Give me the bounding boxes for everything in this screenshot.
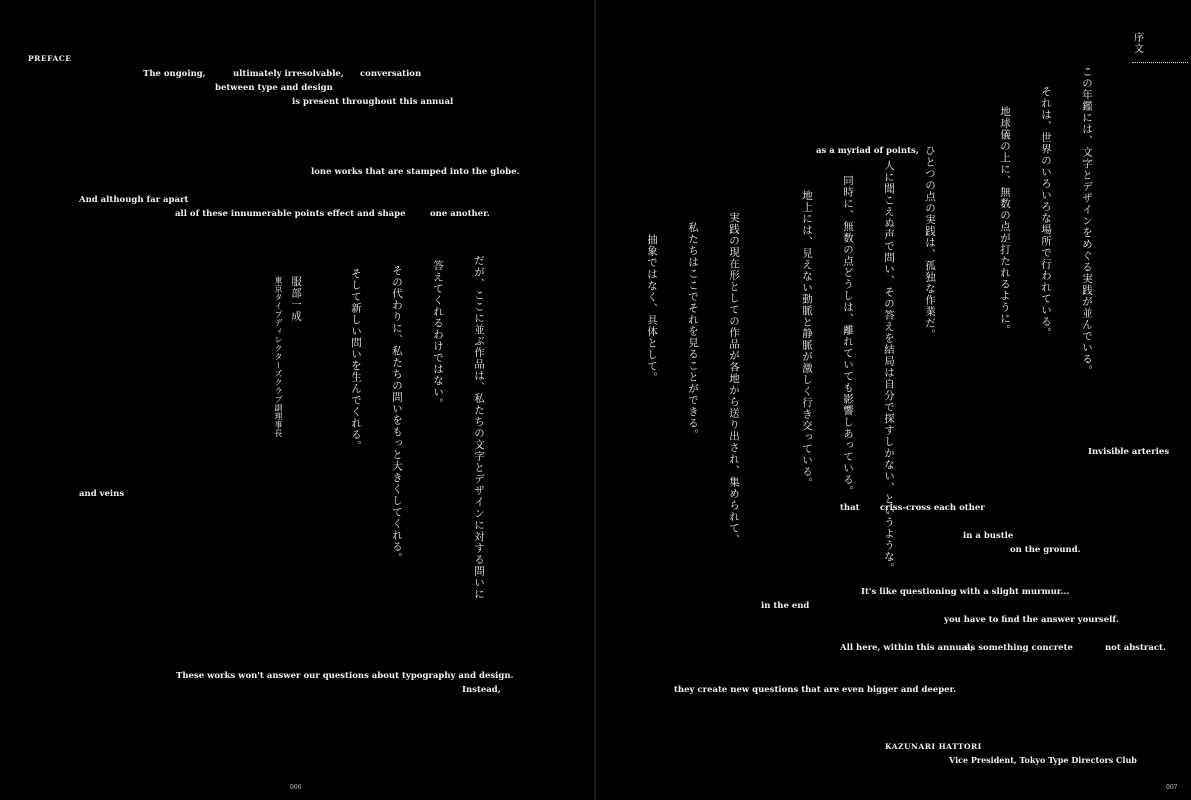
heading-rule xyxy=(1132,62,1188,63)
jp-column: その代わりに、私たちの問いをもっと大きくしてくれる。 xyxy=(391,265,403,564)
preface-heading: PREFACE xyxy=(28,54,72,63)
en-line: criss-cross each other xyxy=(880,503,985,513)
right-page xyxy=(596,0,1191,800)
en-line: And although far apart xyxy=(79,195,189,205)
en-line: you have to find the answer yourself. xyxy=(944,615,1119,625)
jp-column: 答えてくれるわけではない。 xyxy=(432,260,444,410)
page-number: 006 xyxy=(290,784,302,791)
en-line: as a myriad of points, xyxy=(816,146,919,156)
left-page xyxy=(0,0,594,800)
author-title-jp: 東京タイプディレクターズクラブ副理事長 xyxy=(274,276,283,438)
page-number: 007 xyxy=(1166,784,1178,791)
en-line: Invisible arteries xyxy=(1088,447,1170,457)
en-line: conversation xyxy=(360,69,422,79)
jp-column: 地球儀の上に、無数の点が打たれるように。 xyxy=(999,106,1011,336)
jp-column: この年鑑には、文字とデザインをめぐる実践が並んでいる。 xyxy=(1081,66,1093,377)
jp-column: それは、世界のいろいろな場所で行われている。 xyxy=(1040,86,1052,339)
jp-column: 人に聞こえぬ声で問い、その答えを結局は自分で探すしかない、というような。 xyxy=(883,160,895,574)
en-line: is present throughout this annual xyxy=(292,97,454,107)
en-line: not abstract. xyxy=(1105,643,1166,653)
author-title: Vice President, Tokyo Type Directors Club xyxy=(949,755,1137,765)
en-line: ultimately irresolvable, xyxy=(233,69,344,79)
en-line: in a bustle xyxy=(963,531,1014,541)
en-line: Instead, xyxy=(462,685,501,695)
en-line: all of these innumerable points effect and shape xyxy=(175,209,406,219)
jp-column: 地上には、見えない動脈と静脈が激しく行き交っている。 xyxy=(801,190,813,489)
en-line: It's like questioning with a slight murmur... xyxy=(861,587,1070,597)
en-line: that xyxy=(840,503,860,513)
jp-heading: 序文 xyxy=(1134,33,1144,55)
jp-column: ひとつの点の実践は、孤独な作業だ。 xyxy=(924,145,936,341)
en-line: and veins xyxy=(79,489,125,499)
en-line: they create new questions that are even bigger and deeper. xyxy=(674,685,957,695)
en-line: as something concrete xyxy=(965,643,1073,653)
author-jp: 服部一成 xyxy=(290,276,302,322)
en-line: between type and design xyxy=(215,83,333,93)
en-line: The ongoing, xyxy=(143,69,206,79)
en-line: in the end xyxy=(761,601,810,611)
jp-column: 実践の現在形としての作品が各地から送り出され、集められて、 xyxy=(728,212,740,546)
jp-column: だが、ここに並ぶ作品は、私たちの文字とデザインに対する問いに xyxy=(473,255,485,600)
jp-column: そして新しい問いを生んでくれる。 xyxy=(350,268,362,452)
en-line: These works won't answer our questions about typography and design. xyxy=(176,671,514,681)
en-line: on the ground. xyxy=(1010,545,1081,555)
en-line: one another. xyxy=(430,209,490,219)
jp-column: 同時に、無数の点どうしは、離れていても影響しあっている。 xyxy=(842,175,854,497)
en-line: All here, within this annual, xyxy=(840,643,974,653)
jp-column: 抽象ではなく、具体として。 xyxy=(646,234,658,384)
en-line: lone works that are stamped into the globe. xyxy=(311,167,520,177)
author-name: KAZUNARI HATTORI xyxy=(885,742,982,751)
jp-column: 私たちはここでそれを見ることができる。 xyxy=(687,222,699,441)
